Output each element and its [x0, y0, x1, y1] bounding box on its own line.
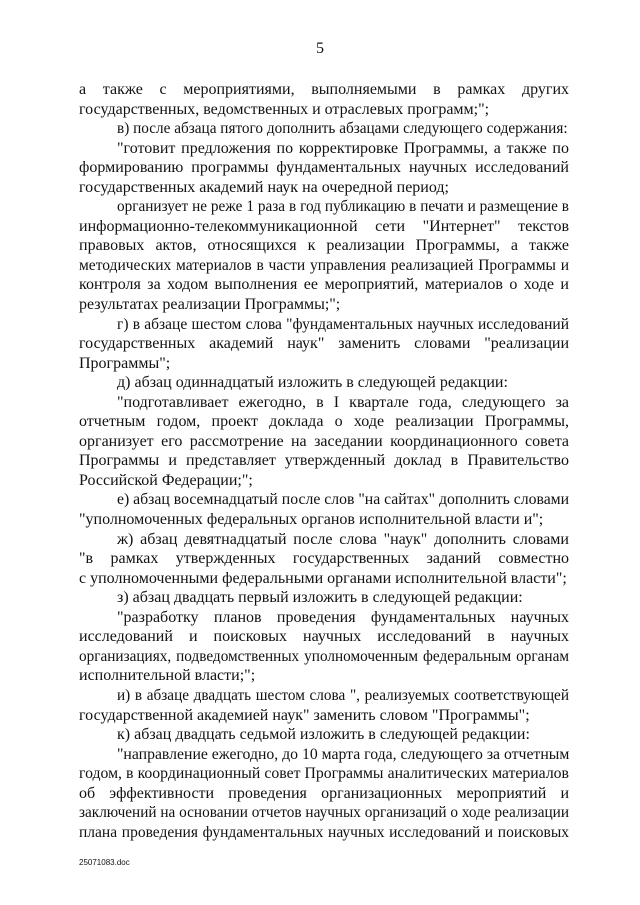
text-line: "уполномоченных федеральных органов исполнительной власти и";: [79, 511, 544, 529]
text-line: формированию программы фундаментальных научных исследований: [79, 159, 569, 177]
text-line: плана проведения фундаментальных научных исследований и поисковых: [79, 823, 569, 841]
text-line: Программы";: [79, 354, 171, 372]
text-line: отчетным годом, проект доклада о ходе реализации Программы,: [79, 413, 569, 431]
text-line: с уполномоченными федеральными органами исполнительной власти";: [79, 569, 567, 587]
text-line: "разработку планов проведения фундаментальных научных: [117, 608, 569, 626]
text-line: в) после абзаца пятого дополнить абзацами следующего содержания:: [117, 120, 568, 138]
text-line: исполнительной власти;";: [79, 667, 256, 685]
text-line: об эффективности проведения организационных мероприятий и: [79, 784, 569, 802]
text-line: з) абзац двадцать первый изложить в следующей редакции:: [117, 589, 523, 607]
text-line: государственных, ведомственных и отраслевых программ;";: [79, 100, 490, 118]
file-name-footer: 25071083.doc: [79, 858, 130, 867]
text-line: "в рамках утвержденных государственных заданий совместно: [79, 550, 569, 568]
text-line: исследований и поисковых научных исследований в научных: [79, 628, 569, 646]
text-line: д) абзац одиннадцатый изложить в следующей редакции:: [117, 374, 508, 392]
page-number: 5: [316, 40, 324, 57]
text-line: заключений на основании отчетов научных организаций о ходе реализации: [79, 804, 569, 822]
document-body: [79, 80, 569, 842]
text-line: правовых актов, относящихся к реализации Программы, а также: [79, 237, 569, 255]
text-line: "подготавливает ежегодно, в I квартале года, следующего за: [117, 393, 569, 411]
text-line: а также с мероприятиями, выполняемыми в рамках других: [79, 81, 569, 98]
text-line: к) абзац двадцать седьмой изложить в следующей редакции:: [117, 726, 530, 744]
text-line: и) в абзаце двадцать шестом слова ", реализуемых соответствующей: [117, 686, 569, 704]
text-line: государственных академий наук на очередной период;: [79, 178, 449, 196]
text-line: организует его рассмотрение на заседании координационного совета: [79, 432, 569, 450]
text-line: "направление ежегодно, до 10 марта года, следующего за отчетным: [117, 745, 570, 763]
text-line: методических материалов в части управления реализацией Программы и: [79, 256, 569, 274]
text-line: ж) абзац девятнадцатый после слова "наук" дополнить словами: [117, 530, 569, 548]
text-line: Программы и представляет утвержденный доклад в Правительство: [79, 452, 569, 470]
text-line: е) абзац восемнадцатый после слов "на сайтах" дополнить словами: [117, 491, 570, 509]
text-line: результатах реализации Программы;";: [79, 296, 341, 314]
text-line: государственных академий наук" заменить словами "реализации: [79, 335, 569, 353]
text-line: годом, в координационный совет Программы аналитических материалов: [79, 765, 569, 783]
text-line: организует не реже 1 раза в год публикацию в печати и размещение в: [117, 198, 569, 216]
text-line: информационно-телекоммуникационной сети "Интернет" текстов: [79, 217, 569, 235]
text-line: "готовит предложения по корректировке Программы, а также по: [117, 139, 569, 157]
text-line: г) в абзаце шестом слова "фундаментальных научных исследований: [117, 315, 569, 333]
text-line: контроля за ходом выполнения ее мероприятий, материалов о ходе и: [79, 276, 569, 294]
text-line: Российской Федерации;";: [79, 471, 253, 489]
text-line: организациях, подведомственных уполномоченным федеральным органам: [79, 647, 569, 665]
text-line: государственной академией наук" заменить словом "Программы";: [79, 706, 530, 724]
